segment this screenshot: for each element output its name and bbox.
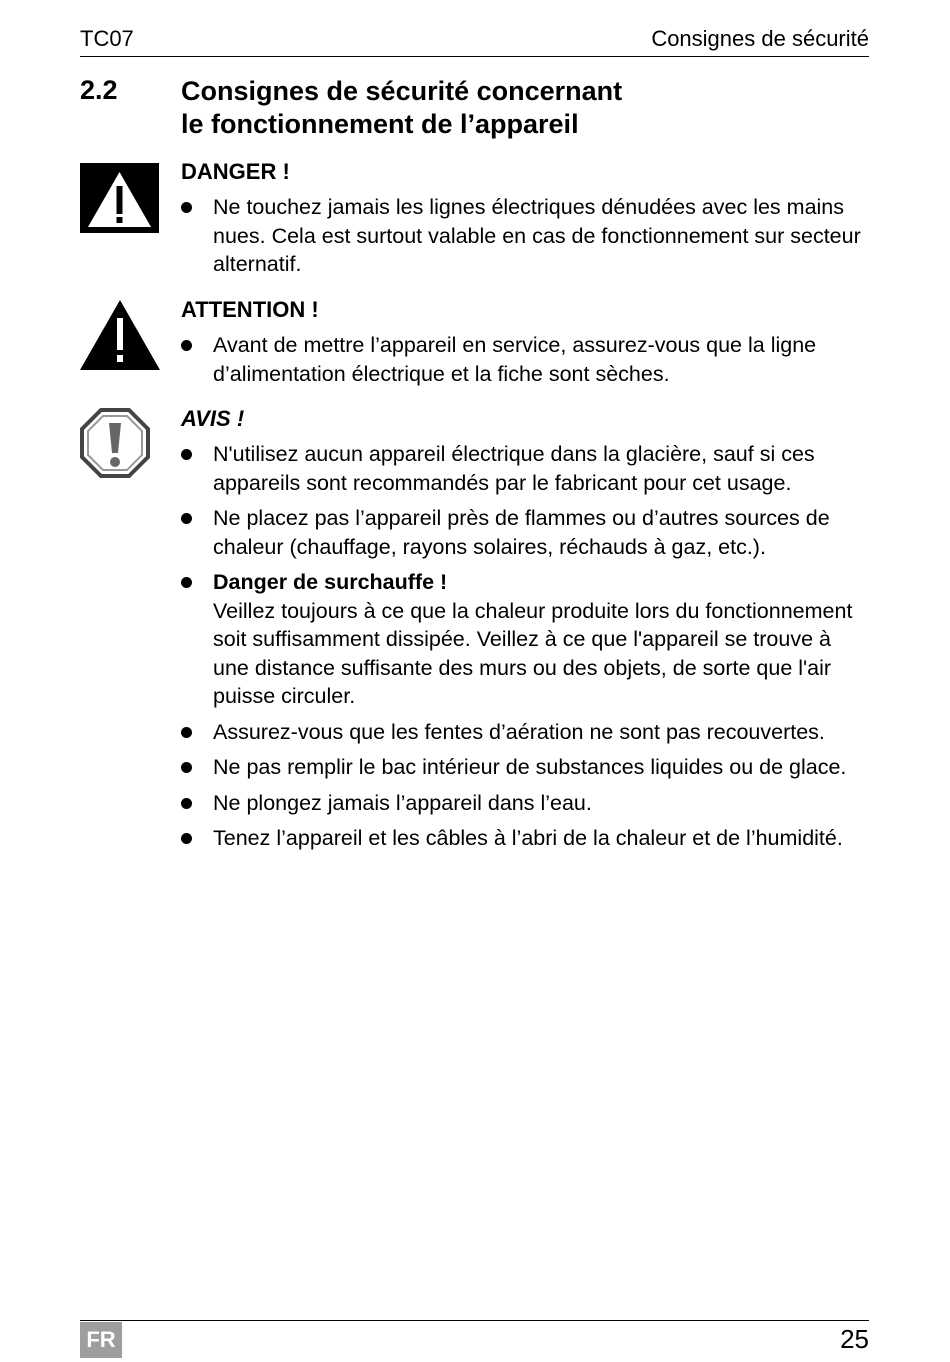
section-title bbox=[181, 75, 841, 141]
warning-triangle-boxed-icon bbox=[80, 163, 159, 233]
attention-block bbox=[181, 296, 871, 395]
list-item: Avant de mettre l’appareil en service, assurez-vous que la ligne d’alimentation électrique et la fiche sont sèches. bbox=[181, 331, 871, 388]
danger-list bbox=[181, 193, 871, 279]
list-item bbox=[181, 568, 871, 711]
danger-block bbox=[181, 158, 871, 286]
page-number: 25 bbox=[840, 1324, 869, 1354]
section-title-line1: Consignes de sécurité concernant bbox=[181, 76, 623, 106]
attention-heading: ATTENTION ! bbox=[181, 297, 319, 322]
list-item: Ne touchez jamais les lignes électriques dénudées avec les mains nues. Cela est surtout valable en cas de fonctionnement sur secteur alternatif. bbox=[181, 193, 871, 279]
list-item: Ne pas remplir le bac intérieur de substances liquides ou de glace. bbox=[181, 753, 871, 782]
list-item: Assurez-vous que les fentes d’aération ne sont pas recouvertes. bbox=[181, 718, 871, 747]
section-title-line2: le fonctionnement de l’appareil bbox=[181, 109, 579, 139]
warning-triangle-icon bbox=[80, 300, 160, 370]
list-item: Ne plongez jamais l’appareil dans l’eau. bbox=[181, 789, 871, 818]
page-header bbox=[80, 26, 869, 57]
section-number: 2.2 bbox=[80, 75, 118, 105]
footer-divider bbox=[80, 1320, 869, 1321]
avis-heading: AVIS ! bbox=[181, 406, 245, 431]
overheat-warning-text: Veillez toujours à ce que la chaleur produite lors du fonctionnement soit suffisamment dissipée. Veillez à ce que l'appareil se trouve à une distance suffisante des murs ou des objets, de sorte que l'air puisse circuler. bbox=[213, 598, 853, 708]
overheat-warning-title: Danger de surchauffe ! bbox=[213, 570, 448, 594]
language-badge: FR bbox=[80, 1322, 122, 1358]
attention-list bbox=[181, 331, 871, 388]
octagon-exclamation-icon bbox=[80, 408, 150, 478]
list-item: Ne placez pas l’appareil près de flammes ou d’autres sources de chaleur (chauffage, rayons solaires, réchauds à gaz, etc.). bbox=[181, 504, 871, 561]
avis-block bbox=[181, 405, 871, 860]
header-chapter: Consignes de sécurité bbox=[651, 26, 869, 51]
list-item: N'utilisez aucun appareil électrique dans la glacière, sauf si ces appareils sont recommandés par le fabricant pour cet usage. bbox=[181, 440, 871, 497]
avis-list bbox=[181, 440, 871, 853]
list-item: Tenez l’appareil et les câbles à l’abri de la chaleur et de l’humidité. bbox=[181, 824, 871, 853]
header-model: TC07 bbox=[80, 26, 134, 51]
danger-heading: DANGER ! bbox=[181, 159, 290, 184]
